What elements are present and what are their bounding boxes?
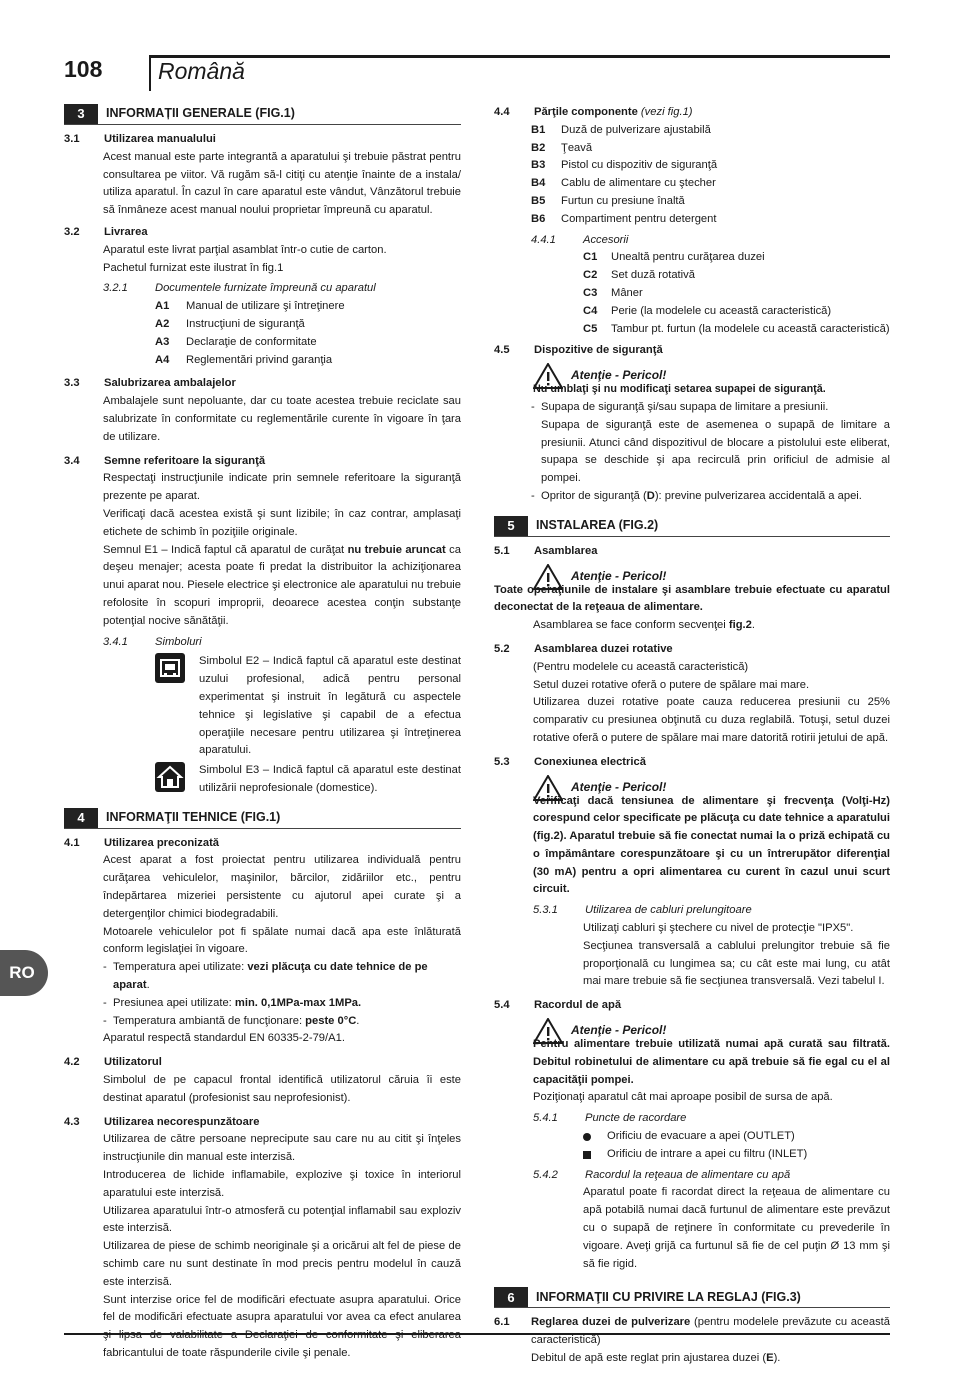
paragraph: Utilizaţi cabluri şi ştechere cu nivel de protecţie "IPX5". Secţiunea transversală a cablului prelungitor trebuie să fie proporţională cu lungimea sa; cu cât este mai lung, cu atât mai mare trebuie să fie secţiunea transversală. Vezi tabelul I. (583, 922, 890, 988)
left-column (64, 104, 461, 1363)
paragraph: Ambalajele sunt nepoluante, dar cu toate acestea trebuie reciclate sau salubrizate în conformitate cu reglementările curente în vigoare în ţara de utilizare. (103, 395, 461, 443)
paragraph: Respectaţi instrucţiunile indicate prin semnele referitoare la siguranţă prezente pe aparat. Verificaţi dacă acestea există şi sunt lizibile; în caz contrar, amplasaţi etichete de schimb în poziţiile originale. Semnul E1 – Indică faptul că aparatul de curăţat nu trebuie aruncat ca deşeu menajer; acesta poate fi predat la distribuitor la achiziţionarea unui aparat nou. Piesele electrice şi electronice ale aparatului nu trebuie refolosite în scopuri improprii, deoarece acestea conţin substanţe potenţial nocive sănătăţii. (103, 472, 461, 627)
paragraph: Acest manual este parte integrantă a aparatului şi trebuie păstrat pentru consultarea pe viitor. Vă rugăm să-l citiţi cu atenţie înainte de a instala/ utiliza aparatul. În cazul în care aparatul este vândut, Vânzătorul trebuie să înmâneze acest manual noului proprietar împreună cu aparatul. (103, 150, 461, 217)
section-number: 6 (494, 1287, 528, 1307)
subsection-5-2: 5.2 Asamblarea duzei rotative (494, 642, 673, 655)
subsection-4-5: 4.5 Dispozitive de siguranţă (494, 344, 663, 357)
subsection-4-4: 4.4 Părţile componente (vezi fig.1) (494, 106, 693, 118)
subsection-4-3: 4.3 Utilizarea necorespunzătoare (64, 1115, 260, 1128)
section-title: INSTALAREA (FIG.2) (536, 517, 659, 532)
list-item: - Presiunea apei utilizate: min. 0,1MPa-max 1MPa. (103, 996, 362, 1009)
paragraph: Aparatul poate fi racordat direct la reţeaua de alimentare cu apă potabilă numai dacă furtunul de alimentare este prevăzut cu o supapă de reţinere în conformitate cu prevederile în vigoare. Aveţi grijă ca furtunul să fie de cel puţin Ø 13 mm şi să fie rigid. (583, 1186, 890, 1270)
list-item: C5 Tambur pt. furtun (la modelele cu această caracteristică) (583, 322, 890, 335)
section-title: INFORMAŢII CU PRIVIRE LA REGLAJ (FIG.3) (536, 1289, 801, 1304)
paragraph: Acest aparat a fost proiectat pentru utilizarea individuală pentru curăţarea vehiculelor, maşinilor, bărcilor, zidăriilor etc., pentru îndepărtarea mizeriei persistente cu ajutorul apei curate şi a detergenţilor chimici biodegradabili. Motoarele vehiculelor pot fi spălate numai dacă apa este înlăturată conform legislaţiei în vigoare. (103, 854, 461, 956)
page-number: 108 (64, 56, 103, 82)
list-item: - Temperatura apei utilizate: vezi plăcuţa cu date tehnice de pe aparat. (103, 961, 428, 992)
subsection-5-4: 5.4 Racordul de apă (494, 999, 622, 1012)
warning-box: Atenţie - Pericol! Verificaţi dacă tensiunea de alimentare şi frecvenţa (Volţi-Hz) corespund celor specificate pe plăcuţa cu date tehnice a aparatului (fig.2). Aparatul trebuie să fie conectat numai la o priză echipată cu o împământare corespunzătoare şi cu un întrerupător diferenţial (30 mA) pentru a opri alimentarea cu curent în cazul unui scurt circuit. (533, 775, 890, 900)
language-side-tab: RO (0, 950, 48, 996)
list-item: B1 Duză de pulverizare ajustabilă (531, 123, 711, 136)
list-item: B5 Furtun cu presiune înaltă (531, 194, 685, 207)
section-5-heading (494, 516, 890, 537)
warning-text: Pentru alimentare trebuie utilizată numai apă curată sau filtrată. Debitul robinetului de alimentare cu apă trebuie să fie egal cu el al capacităţii pompei. (533, 1038, 890, 1086)
paragraph: Supapa de siguranţă este de asemenea o supapă de limitare a presiunii. Atunci când dispozitivul de blocare a pistolului este eliberat, supapa se deschide şi apa recirculă prin orificiul de admisie al pompei. (541, 418, 890, 485)
circle-icon (583, 1133, 591, 1141)
professional-use-icon (155, 653, 185, 683)
list-item: - Temperatura ambiantă de funcţionare: peste 0°C. (103, 1014, 360, 1027)
section-4-heading (64, 808, 461, 829)
paragraph: Asamblarea se face conform secvenţei fig.2. (533, 619, 755, 632)
section-number: 4 (64, 808, 98, 828)
list-item: C3 Mâner (583, 286, 643, 299)
paragraph: Aparatul respectă standardul EN 60335-2-79/A1. (103, 1032, 345, 1045)
warning-text: Toate operaţiunile de instalare şi asamblare trebuie efectuate cu aparatul deconectat de la reţeaua de alimentare. (494, 583, 890, 614)
list-item: B4 Cablu de alimentare cu ştecher (531, 177, 716, 190)
symbol-e2-text: Simbolul E2 – Indică faptul că aparatul este destinat uzului profesional, adică pentru personal experimentat şi instruit în legătură cu aspectele tehnice şi legislative şi capabil de a efectua operaţiile necesare pentru utilizarea şi întreţinerea aparatului. (199, 655, 461, 757)
header-divider (149, 55, 151, 91)
list-item: B3 Pistol cu dispozitiv de siguranţă (531, 159, 718, 172)
subsubsection-5-3-1: 5.3.1 Utilizarea de cabluri prelungitoare (533, 904, 752, 917)
subsubsection-3-2-1: 3.2.1 Documentele furnizate împreună cu aparatul (103, 282, 376, 295)
list-item: C4 Perie (la modelele cu această caracteristică) (583, 304, 832, 317)
symbol-e3-row (155, 762, 461, 798)
list-item: A2 Instrucţiuni de siguranţă (155, 317, 305, 330)
subsection-4-2: 4.2 Utilizatorul (64, 1056, 162, 1069)
section-number: 3 (64, 104, 98, 124)
paragraph: Aparatul este livrat parţial asamblat într-o cutie de carton. Pachetul furnizat este ilustrat în fig.1 (103, 243, 387, 274)
right-column (494, 104, 890, 1368)
paragraph: Poziţionaţi aparatul cât mai aproape posibil de sursa de apă. (533, 1091, 833, 1104)
section-3-heading (64, 104, 461, 125)
subsection-5-3: 5.3 Conexiunea electrică (494, 755, 646, 768)
list-item: C1 Unealtă pentru curăţarea duzei (583, 251, 765, 264)
section-title: INFORMAȚII GENERALE (FIG.1) (106, 106, 295, 121)
language-title: Română (158, 58, 245, 84)
subsubsection-5-4-2: 5.4.2 Racordul la reţeaua de alimentare cu apă (533, 1168, 791, 1181)
warning-box: Atenţie - Pericol! Pentru alimentare trebuie utilizată numai apă curată sau filtrată. Debitul robinetului de alimentare cu apă trebuie să fie egal cu el al capacităţii pompei. (533, 1018, 890, 1089)
section-title: INFORMAŢII TEHNICE (FIG.1) (106, 809, 281, 824)
section-6-heading (494, 1287, 890, 1308)
list-item: - Supapa de siguranţă şi/sau supapa de limitare a presiunii. (531, 400, 829, 413)
paragraph: (Pentru modelele cu această caracteristică) Setul duzei rotative oferă o putere de spălare mai mare. Utilizarea duzei rotative poate cauza reducerea presiunii cu 25% comparativ cu presiunea obţinută cu duza reglabilă. Totuşi, setul duzei rotative oferă o putere de spălare mai mare datorită rotirii jetului de apă. (533, 660, 890, 744)
subsection-4-1: 4.1 Utilizarea preconizată (64, 836, 220, 849)
subsubsection-3-4-1: 3.4.1 Simboluri (103, 635, 202, 648)
home-use-icon (155, 762, 185, 792)
warning-text: Nu umblaţi şi nu modificaţi setarea supapei de siguranţă. (533, 383, 826, 396)
paragraph: Utilizarea de către persoane neprecipute sau care nu au citit şi înţeles instrucţiunile din manual este interzisă. Introducerea de lichide inflamabile, explozive şi toxice în interiorul aparatului este interzisă. Utilizarea aparatului într-o atmosferă cu potenţial inflamabil sau exploziv este interzisă. Utilizarea de piese de schimb neoriginale şi a oricărui alt fel de piese de schimb care nu sunt destinate în mod precis pentru modelul în cauză este interzisă. Sunt interzise orice fel de modificări efectuate asupra aparatului. Orice fel de modificări efectuate asupra aparatului vor avea ca efect anularea şi lipsa de valabilitate a Declaraţiei de conformitate şi eliberarea fabricantului de toate răspunderile civile şi penale. (103, 1133, 461, 1359)
list-item: - Opritor de siguranţă (D): previne pulverizarea accidentală a apei. (531, 489, 862, 502)
section-number: 5 (494, 516, 528, 536)
warning-text: Verificaţi dacă tensiunea de alimentare şi frecvenţa (Volţi-Hz) corespund celor specificate pe plăcuţa cu date tehnice a aparatului (fig.2). Aparatul trebuie să fie conectat numai la o priză echipată cu o împământare corespunzătoare şi cu un întrerupător diferenţial (30 mA) pentru a opri alimentarea cu curent în cazul unui scurt circuit. (533, 794, 890, 896)
list-item: Orificiu de intrare a apei cu filtru (INLET) (583, 1146, 890, 1164)
list-item: B2 Ţeavă (531, 141, 593, 154)
subsubsection-5-4-1: 5.4.1 Puncte de racordare (533, 1112, 687, 1125)
subsection-3-2: 3.2 Livrarea (64, 225, 148, 238)
subsection-3-3: 3.3 Salubrizarea ambalajelor (64, 377, 236, 390)
subsection-6-1: 6.1 Reglarea duzei de pulverizare (pentru modelele prevăzute cu această caracteristică) (494, 1316, 890, 1347)
paragraph: Debitul de apă este reglat prin ajustarea duzei (E). (531, 1352, 781, 1365)
square-icon (583, 1151, 591, 1159)
list-item: A3 Declaraţie de conformitate (155, 335, 317, 348)
subsection-3-4: 3.4 Semne referitoare la siguranţă (64, 454, 266, 467)
list-item: B6 Compartiment pentru detergent (531, 212, 717, 225)
list-item: Orificiu de evacuare a apei (OUTLET) (583, 1128, 890, 1146)
subsection-5-1: 5.1 Asamblarea (494, 544, 598, 557)
symbol-e3-text: Simbolul E3 – Indică faptul că aparatul este destinat utilizării neprofesionale (domestice). (199, 764, 461, 794)
subsubsection-4-4-1: 4.4.1 Accesorii (531, 233, 629, 246)
warning-box (533, 363, 890, 399)
subsection-3-1: 3.1 Utilizarea manualului (64, 133, 216, 145)
list-item: A4 Reglementări privind garanţia (155, 353, 333, 366)
list-item: C2 Set duză rotativă (583, 269, 695, 282)
warning-title: Atenţie - Pericol! (571, 368, 667, 383)
symbol-e2-row (155, 653, 461, 760)
paragraph: Simbolul de pe capacul frontal identifică utilizatorul căruia îi este destinat aparatul (profesionist sau neprofesionist). (103, 1074, 461, 1104)
list-item: A1 Manual de utilizare şi întreţinere (155, 300, 345, 313)
header-rule (149, 55, 890, 58)
warning-box: Atenţie - Pericol! Toate operaţiunile de instalare şi asamblare trebuie efectuate cu aparatul deconectat de la reţeaua de alimentare. (533, 564, 890, 618)
